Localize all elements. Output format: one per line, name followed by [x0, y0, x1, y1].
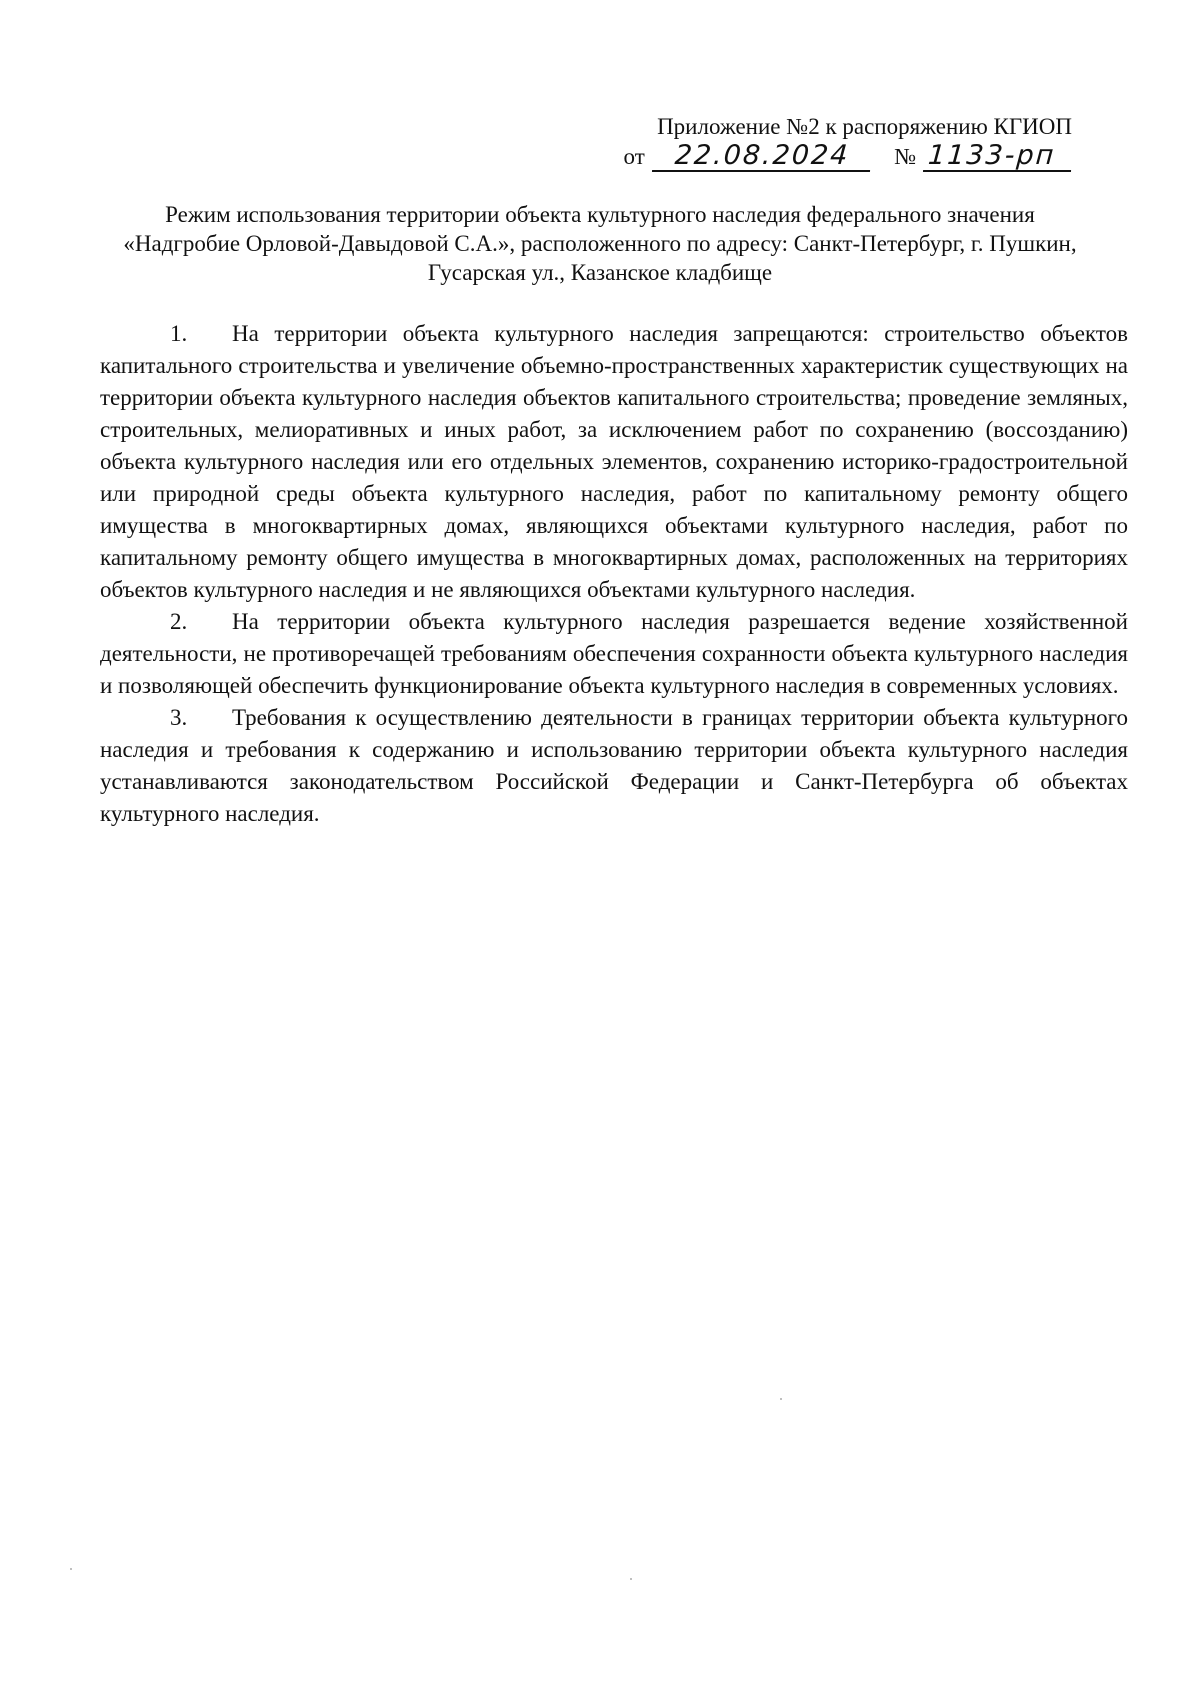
paragraph-number: 1.	[170, 321, 188, 346]
document-body	[100, 318, 1128, 830]
paragraph-text: На территории объекта культурного наследия запрещаются: строительство объектов капитального строительства и увеличение объемно-пространственных характеристик существующих на территории объекта культурного наследия объектов капитального строительства; проведение земляных, строительных, мелиоративных и иных работ, за исключением работ по сохранению (воссозданию) объекта культурного наследия или его отдельных элементов, сохранению историко-градостроительной или природной среды объекта культурного наследия, работ по капитальному ремонту общего имущества в многоквартирных домах, являющихся объектами культурного наследия, работ по капитальному ремонту общего имущества в многоквартирных домах, расположенных на территориях объектов культурного наследия и не являющихся объектами культурного наследия.	[100, 321, 1128, 602]
order-date-number-line	[512, 140, 1072, 174]
handwritten-order-number: 1133-рп	[923, 142, 1073, 172]
title-line-2: «Надгробие Орловой-Давыдовой С.А.», расположенного по адресу: Санкт-Петербург, г. Пушкин,	[123, 231, 1077, 256]
appendix-title: Приложение №2 к распоряжению КГИОП	[657, 114, 1072, 139]
paragraph-3	[100, 702, 1128, 830]
scan-artifact	[780, 1398, 782, 1400]
scan-artifact	[70, 1568, 72, 1570]
number-prefix: №	[894, 144, 917, 169]
paragraph-number: 3.	[170, 705, 188, 730]
appendix-header	[512, 112, 1072, 174]
date-prefix: от	[623, 144, 645, 169]
paragraph-2	[100, 606, 1128, 702]
paragraph-text: Требования к осуществлению деятельности в границах территории объекта культурного наследия и требования к содержанию и использованию территории объекта культурного наследия устанавливаются законодательством Российской Федерации и Санкт-Петербурга об объектах культурного наследия.	[100, 705, 1128, 826]
document-title	[100, 200, 1100, 287]
paragraph-text: На территории объекта культурного наследия разрешается ведение хозяйственной деятельности, не противоречащей требованиям обеспечения сохранности объекта культурного наследия и позволяющей обеспечить функционирование объекта культурного наследия в современных условиях.	[100, 609, 1128, 698]
paragraph-number: 2.	[170, 609, 188, 634]
handwritten-date: 22.08.2024	[651, 142, 871, 172]
scan-artifact	[630, 1578, 632, 1580]
title-line-1: Режим использования территории объекта культурного наследия федерального значения	[165, 202, 1035, 227]
title-line-3: Гусарская ул., Казанское кладбище	[427, 260, 773, 285]
paragraph-1	[100, 318, 1128, 606]
